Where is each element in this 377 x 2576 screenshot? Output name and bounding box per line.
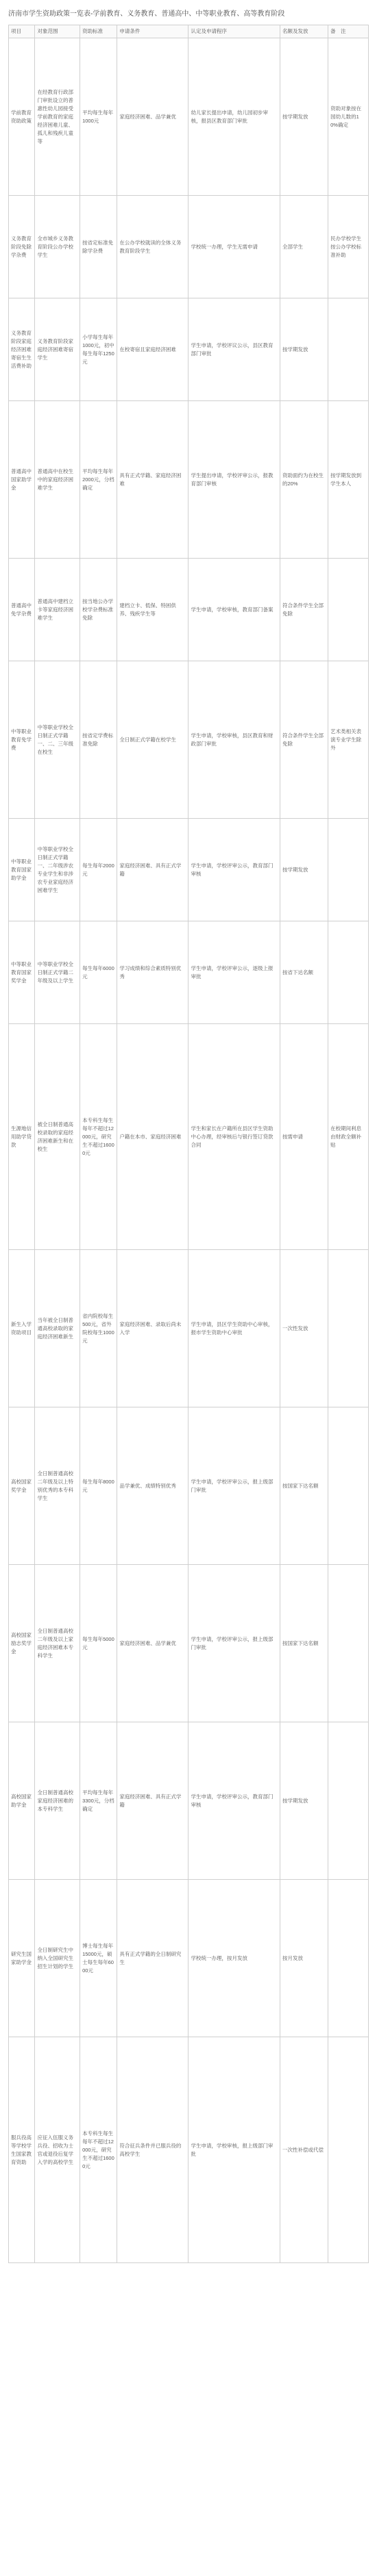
- cell-item: 高校国家励志奖学金: [9, 1565, 35, 1722]
- cell-quota: 按学期发放: [280, 1722, 328, 1880]
- cell-scope: 中等职业学校全日制正式学籍一、二、三年级在校生: [35, 661, 80, 819]
- cell-note: [328, 1565, 369, 1722]
- cell-note: [328, 921, 369, 1024]
- cell-scope: 当年被全日制普通高校录取的家庭经济困难新生: [35, 1250, 80, 1407]
- cell-standard: 平均每生每年3300元，分档确定: [80, 1722, 117, 1880]
- table-row: [9, 1565, 369, 1722]
- cell-note: [328, 1407, 369, 1565]
- cell-scope: 在经教育行政部门审批设立的普惠性幼儿园接受学前教育的家庭经济困难儿童、孤儿和残疾儿童等: [35, 38, 80, 196]
- cell-condition: 全日制正式学籍在校学生: [117, 661, 188, 819]
- cell-item: 高校国家助学金: [9, 1722, 35, 1880]
- cell-condition: 在校寄宿且家庭经济困难: [117, 298, 188, 401]
- table-row: [9, 661, 369, 819]
- cell-process: 学生和家长在户籍所在县区学生资助中心办理，经审核后与银行签订贷款合同: [188, 1024, 280, 1250]
- cell-item: 中等职业教育国家助学金: [9, 819, 35, 921]
- cell-condition: 具有正式学籍、家庭经济困难: [117, 401, 188, 559]
- header-scope: 对象范围: [35, 25, 80, 38]
- table-row: [9, 921, 369, 1024]
- cell-process: 学生申请，学校审核，教育部门备案: [188, 559, 280, 661]
- cell-process: 学生提出申请，学校评审公示，报教育部门审核: [188, 401, 280, 559]
- table-row: [9, 196, 369, 298]
- table-header-row: [9, 25, 369, 38]
- cell-standard: 平均每生每年2000元，分档确定: [80, 401, 117, 559]
- cell-process: 学生申请，学校评审公示，教育部门审核: [188, 819, 280, 921]
- cell-process: 幼儿家长提出申请，幼儿园初步审核，报县区教育部门审批: [188, 38, 280, 196]
- header-item: 项目: [9, 25, 35, 38]
- cell-note: 在校期间利息由财政全额补贴: [328, 1024, 369, 1250]
- cell-standard: 省内院校每生500元，省外院校每生1000元: [80, 1250, 117, 1407]
- cell-note: 艺术类相关表演专业学生除外: [328, 661, 369, 819]
- cell-item: 中等职业教育免学费: [9, 661, 35, 819]
- cell-standard: 按省定标准免除学杂费: [80, 196, 117, 298]
- table-row: [9, 819, 369, 921]
- cell-quota: 按国家下达名额: [280, 1407, 328, 1565]
- cell-condition: 家庭经济困难、具有正式学籍: [117, 1722, 188, 1880]
- cell-scope: 普通高中在校生中的家庭经济困难学生: [35, 401, 80, 559]
- cell-quota: 按学期发放: [280, 298, 328, 401]
- cell-quota: 按学期发放: [280, 819, 328, 921]
- cell-condition: 品学兼优、成绩特别优秀: [117, 1407, 188, 1565]
- cell-scope: 义务教育阶段家庭经济困难寄宿学生: [35, 298, 80, 401]
- cell-condition: 家庭经济困难、品学兼优: [117, 1565, 188, 1722]
- cell-process: 学生申请，学校评审公示，报上级部门审批: [188, 1565, 280, 1722]
- cell-quota: 一次性补偿或代偿: [280, 2037, 328, 2263]
- cell-quota: 一次性发放: [280, 1250, 328, 1407]
- cell-scope: 中等职业学校全日制正式学籍二年级及以上学生: [35, 921, 80, 1024]
- cell-quota: 按学期发放: [280, 38, 328, 196]
- cell-item: 研究生国家助学金: [9, 1880, 35, 2037]
- table-row: [9, 1407, 369, 1565]
- cell-process: 学生申请，学校评审公示，教育部门审核: [188, 1722, 280, 1880]
- table-row: [9, 559, 369, 661]
- cell-item: 生源地信用助学贷款: [9, 1024, 35, 1250]
- cell-note: [328, 1250, 369, 1407]
- table-row: [9, 1024, 369, 1250]
- cell-scope: 全市城乡义务教育阶段公办学校学生: [35, 196, 80, 298]
- cell-scope: 普通高中建档立卡等家庭经济困难学生: [35, 559, 80, 661]
- cell-process: 学生申请，学校评审公示，报上级部门审批: [188, 1407, 280, 1565]
- cell-scope: 全日制普通高校家庭经济困难的本专科学生: [35, 1722, 80, 1880]
- cell-note: [328, 559, 369, 661]
- cell-item: 服兵役高等学校学生国家教育资助: [9, 2037, 35, 2263]
- cell-condition: 在公办学校就读的全体义务教育阶段学生: [117, 196, 188, 298]
- table-row: [9, 1880, 369, 2037]
- cell-quota: 符合条件学生全部免除: [280, 559, 328, 661]
- header-note: 备 注: [328, 25, 369, 38]
- cell-standard: 每生每年8000元: [80, 1407, 117, 1565]
- cell-standard: 平均每生每年1000元: [80, 38, 117, 196]
- table-row: [9, 38, 369, 196]
- cell-item: 义务教育阶段免除学杂费: [9, 196, 35, 298]
- cell-condition: 家庭经济困难、品学兼优: [117, 38, 188, 196]
- cell-condition: 学习成绩和综合素质特别优秀: [117, 921, 188, 1024]
- table-row: [9, 2037, 369, 2263]
- page-title: 济南市学生资助政策一览表-学前教育、义务教育、普通高中、中等职业教育、高等教育阶段: [8, 10, 285, 18]
- header-standard: 资助标准: [80, 25, 117, 38]
- cell-scope: 被全日制普通高校录取的家庭经济困难新生和在校生: [35, 1024, 80, 1250]
- cell-note: [328, 819, 369, 921]
- cell-note: 按学期发放到学生本人: [328, 401, 369, 559]
- cell-process: 学生申请，县区学生资助中心审核，报市学生资助中心审批: [188, 1250, 280, 1407]
- cell-standard: 博士每生每年15000元，硕士每生每年6000元: [80, 1880, 117, 2037]
- cell-standard: 每生每年2000元: [80, 819, 117, 921]
- cell-quota: 按省下达名额: [280, 921, 328, 1024]
- cell-quota: 按月发放: [280, 1880, 328, 2037]
- cell-process: 学校统一办理，按月发放: [188, 1880, 280, 2037]
- cell-scope: 中等职业学校全日制正式学籍一、二年级涉农专业学生和非涉农专业家庭经济困难学生: [35, 819, 80, 921]
- cell-process: 学生申请，学校审核，报上级部门审批: [188, 2037, 280, 2263]
- table-row: [9, 298, 369, 401]
- table-row: [9, 401, 369, 559]
- cell-standard: 按当地公办学校学杂费标准免除: [80, 559, 117, 661]
- cell-condition: 符合征兵条件并已服兵役的高校学生: [117, 2037, 188, 2263]
- cell-note: 资助对象按在园幼儿数的10%确定: [328, 38, 369, 196]
- cell-condition: 具有正式学籍的全日制研究生: [117, 1880, 188, 2037]
- cell-item: 普通高中国家助学金: [9, 401, 35, 559]
- cell-note: [328, 298, 369, 401]
- cell-standard: 小学每生每年1000元，初中每生每年1250元: [80, 298, 117, 401]
- cell-scope: 全日制研究生中纳入全国研究生招生计划的学生: [35, 1880, 80, 2037]
- cell-scope: 全日制普通高校二年级及以上特别优秀的本专科学生: [35, 1407, 80, 1565]
- cell-quota: 全部学生: [280, 196, 328, 298]
- cell-scope: 全日制普通高校二年级及以上家庭经济困难本专科学生: [35, 1565, 80, 1722]
- cell-condition: 建档立卡、低保、特困供养、残疾学生等: [117, 559, 188, 661]
- cell-condition: 家庭经济困难、具有正式学籍: [117, 819, 188, 921]
- cell-quota: 资助面约为在校生的20%: [280, 401, 328, 559]
- cell-item: 义务教育阶段家庭经济困难寄宿生生活费补助: [9, 298, 35, 401]
- cell-scope: 应征入伍服义务兵役、招收为士官或退役后复学入学的高校学生: [35, 2037, 80, 2263]
- cell-process: 学生申请，学校审核，县区教育和财政部门审批: [188, 661, 280, 819]
- cell-standard: 本专科生每生每年不超过12000元，研究生不超过16000元: [80, 1024, 117, 1250]
- cell-standard: 本专科生每生每年不超过12000元，研究生不超过16000元: [80, 2037, 117, 2263]
- cell-note: 民办学校学生按公办学校标准补助: [328, 196, 369, 298]
- table-row: [9, 1250, 369, 1407]
- table-row: [9, 1722, 369, 1880]
- header-condition: 申请条件: [117, 25, 188, 38]
- cell-note: [328, 2037, 369, 2263]
- cell-item: 新生入学资助项目: [9, 1250, 35, 1407]
- cell-item: 中等职业教育国家奖学金: [9, 921, 35, 1024]
- header-process: 认定及申请程序: [188, 25, 280, 38]
- cell-process: 学生申请，学校评议公示，县区教育部门审批: [188, 298, 280, 401]
- cell-condition: 户籍在本市、家庭经济困难: [117, 1024, 188, 1250]
- cell-quota: 符合条件学生全部免除: [280, 661, 328, 819]
- cell-process: 学生申请，学校评审公示，逐级上报审批: [188, 921, 280, 1024]
- policy-table: [8, 25, 369, 2263]
- cell-standard: 按省定学费标准免除: [80, 661, 117, 819]
- cell-process: 学校统一办理，学生无需申请: [188, 196, 280, 298]
- cell-quota: 按国家下达名额: [280, 1565, 328, 1722]
- cell-standard: 每生每年6000元: [80, 921, 117, 1024]
- cell-item: 普通高中免学杂费: [9, 559, 35, 661]
- cell-condition: 家庭经济困难、录取后尚未入学: [117, 1250, 188, 1407]
- cell-item: 学前教育资助政策: [9, 38, 35, 196]
- header-quota: 名额及发放: [280, 25, 328, 38]
- cell-standard: 每生每年5000元: [80, 1565, 117, 1722]
- cell-note: [328, 1722, 369, 1880]
- cell-item: 高校国家奖学金: [9, 1407, 35, 1565]
- cell-note: [328, 1880, 369, 2037]
- cell-quota: 按需申请: [280, 1024, 328, 1250]
